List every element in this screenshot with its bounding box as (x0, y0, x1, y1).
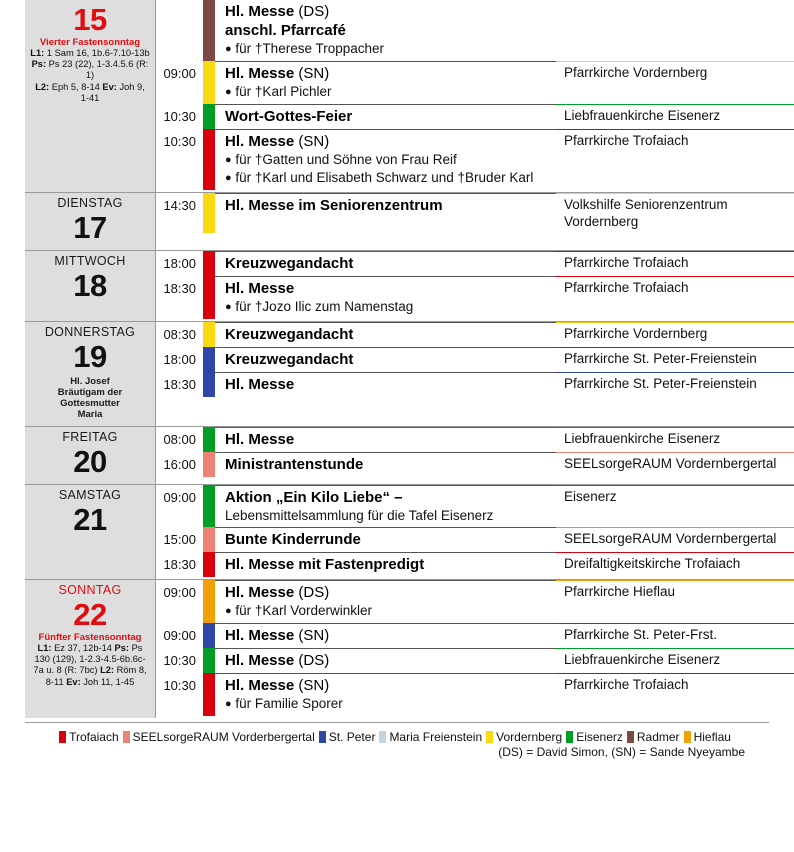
day-block (0, 250, 794, 321)
event-time: 18:30 (163, 281, 196, 296)
event-row[interactable] (156, 580, 794, 623)
event-body (215, 372, 794, 397)
scripture-readings: L1: Ez 37, 12b-14 Ps: Ps 130 (129), 1-2.3-4.5-6b.6c-7a u. 8 (R: 7bc) L2: Röm 8, 8-11 Ev: Joh 11, 1-45 (33, 643, 147, 687)
event-title-main: Hl. Messe (225, 65, 295, 82)
event-title (225, 107, 550, 126)
event-time: 09:00 (163, 66, 196, 81)
event-row[interactable] (156, 648, 794, 673)
event-row[interactable] (156, 251, 794, 276)
legend-item (627, 729, 680, 745)
event-row[interactable] (156, 427, 794, 452)
day-number: 15 (73, 2, 107, 37)
event-celebrant-code: (SN) (298, 65, 330, 82)
event-row[interactable] (156, 527, 794, 552)
event-title-main: Wort-Gottes-Feier (225, 108, 353, 125)
bullet-icon: ● (225, 154, 232, 166)
weekday-label: SONNTAG (58, 583, 122, 597)
event-title-main: Hl. Messe (225, 376, 295, 393)
event-text (215, 61, 556, 104)
event-body (215, 347, 794, 372)
event-title (225, 350, 550, 369)
event-title (225, 254, 550, 273)
event-body (215, 104, 794, 129)
event-location: Pfarrkirche St. Peter-Freienstein (556, 372, 794, 397)
event-body (215, 276, 794, 319)
event-time: 14:30 (163, 198, 196, 213)
event-body (215, 452, 794, 477)
feast-label: Fünfter Fastensonntag (38, 632, 142, 643)
event-location: Pfarrkirche St. Peter-Frst. (556, 623, 794, 648)
event-title-main: Ministrantenstunde (225, 456, 364, 473)
day-events (155, 192, 794, 250)
weekday-label: DIENSTAG (57, 196, 123, 210)
parish-color-bar (203, 673, 215, 716)
parish-color-bar (203, 0, 215, 61)
parish-color-bar (203, 527, 215, 552)
event-title (225, 196, 550, 215)
event-location: Volkshilfe Seniorenzentrum Vordernberg (556, 193, 794, 233)
parish-color-bar (203, 276, 215, 319)
parish-color-bar (203, 347, 215, 372)
legend-item (684, 729, 731, 745)
event-title-main: Hl. Messe (225, 677, 295, 694)
event-body (215, 322, 794, 347)
event-title (225, 583, 550, 602)
event-title (225, 488, 550, 507)
event-title (225, 530, 550, 549)
day-events (155, 426, 794, 484)
event-location: Pfarrkirche Trofaiach (556, 673, 794, 716)
day-header-17 (25, 192, 155, 250)
event-body (215, 623, 794, 648)
event-text (215, 372, 556, 397)
event-celebrant-code: (SN) (298, 133, 330, 150)
event-title-main: Hl. Messe (225, 652, 295, 669)
event-text (215, 276, 556, 319)
event-title-main: Hl. Messe (225, 584, 295, 601)
event-text (215, 347, 556, 372)
legend-swatch (684, 731, 691, 743)
legend-swatch (486, 731, 493, 743)
parish-color-bar (203, 129, 215, 190)
parish-color-bar (203, 372, 215, 397)
day-number: 19 (73, 339, 107, 374)
event-title-secondary: anschl. Pfarrcafé (225, 22, 346, 39)
event-row[interactable] (156, 276, 794, 319)
event-title-main: Hl. Messe (225, 431, 295, 448)
bullet-icon: ● (225, 86, 232, 98)
event-time: 10:30 (163, 109, 196, 124)
day-header-20 (25, 426, 155, 484)
event-title (225, 2, 550, 21)
event-subtitle: Lebensmittelsammlung für die Tafel Eisenerz (225, 508, 494, 523)
day-header-18 (25, 250, 155, 321)
event-title-main: Hl. Messe im Seniorenzentrum (225, 197, 443, 214)
parish-color-bar (203, 452, 215, 477)
day-events (155, 321, 794, 426)
event-time: 09:00 (163, 628, 196, 643)
event-time: 15:00 (163, 532, 196, 547)
event-time: 08:30 (163, 327, 196, 342)
day-header-15 (25, 0, 155, 192)
event-row[interactable] (156, 623, 794, 648)
event-time: 10:30 (163, 134, 196, 149)
legend-label: St. Peter (328, 730, 376, 744)
day-header-22 (25, 579, 155, 718)
event-row[interactable] (156, 372, 794, 397)
day-events (155, 484, 794, 579)
event-text (215, 648, 556, 673)
event-title (225, 279, 550, 298)
event-row[interactable] (156, 61, 794, 104)
parish-color-bar (203, 104, 215, 129)
weekday-label: FREITAG (62, 430, 118, 444)
day-events (155, 250, 794, 321)
legend-label: Trofaiach (69, 730, 119, 744)
event-row[interactable] (156, 193, 794, 233)
event-text (215, 427, 556, 452)
mass-intention (225, 695, 550, 713)
event-title (225, 555, 550, 574)
event-text (215, 104, 556, 129)
event-text (215, 452, 556, 477)
event-celebrant-code: (DS) (298, 584, 330, 601)
event-location: Pfarrkirche Trofaiach (556, 251, 794, 276)
parish-color-bar (203, 580, 215, 623)
event-row[interactable] (156, 0, 794, 61)
event-time: 08:00 (163, 432, 196, 447)
bullet-icon: ● (225, 301, 232, 313)
event-body (215, 61, 794, 104)
event-time: 18:30 (163, 377, 196, 392)
day-subtitle: Hl. Josef Bräutigam der Gottesmutter Maria (57, 376, 123, 420)
event-location: Liebfrauenkirche Eisenerz (556, 427, 794, 452)
mass-intention-text: für †Karl Vorderwinkler (235, 603, 372, 618)
event-body (215, 0, 794, 61)
bullet-icon: ● (225, 43, 232, 55)
event-location (556, 0, 794, 61)
event-title (225, 64, 550, 83)
event-location: Liebfrauenkirche Eisenerz (556, 104, 794, 129)
day-number: 17 (73, 210, 107, 245)
event-row[interactable] (156, 452, 794, 477)
event-time: 09:00 (163, 585, 196, 600)
event-location: SEELsorgeRAUM Vordernbergertal (556, 527, 794, 552)
event-title (225, 132, 550, 151)
event-title (225, 325, 550, 344)
legend (25, 722, 769, 760)
event-text (215, 673, 556, 716)
event-location: Pfarrkirche Trofaiach (556, 276, 794, 319)
feast-label: Vierter Fastensonntag (39, 37, 141, 48)
parish-color-bar (203, 193, 215, 233)
legend-label: Radmer (636, 730, 680, 744)
mass-intention-text: für †Karl Pichler (235, 84, 332, 99)
parish-color-bar (203, 485, 215, 527)
event-body (215, 648, 794, 673)
parish-color-bar (203, 648, 215, 673)
day-number: 18 (73, 268, 107, 303)
day-number: 22 (73, 597, 107, 632)
event-title (225, 455, 550, 474)
event-title (225, 651, 550, 670)
event-body (215, 552, 794, 577)
mass-intention-text: für †Jozo Ilic zum Namenstag (235, 299, 414, 314)
event-body (215, 527, 794, 552)
mass-intention (225, 83, 550, 101)
event-location: Liebfrauenkirche Eisenerz (556, 648, 794, 673)
weekday-label: SAMSTAG (58, 488, 122, 502)
legend-swatch (123, 731, 130, 743)
mass-intention (225, 151, 550, 169)
event-celebrant-code: (DS) (298, 3, 330, 20)
event-row[interactable] (156, 104, 794, 129)
mass-intention (225, 602, 550, 620)
mass-intention (225, 298, 550, 316)
legend-label: Maria Freienstein (389, 730, 483, 744)
mass-intention (225, 169, 550, 187)
mass-intention-text: für Familie Sporer (235, 696, 343, 711)
event-time: 18:30 (163, 557, 196, 572)
weekday-label: MITTWOCH (54, 254, 126, 268)
event-text (215, 251, 556, 276)
legend-label: Hieflau (693, 730, 731, 744)
event-time: 09:00 (163, 490, 196, 505)
event-location: Eisenerz (556, 485, 794, 527)
event-time: 10:30 (163, 678, 196, 693)
event-location: Pfarrkirche Vordernberg (556, 322, 794, 347)
event-title (225, 375, 550, 394)
parish-color-bar (203, 552, 215, 577)
event-title-main: Hl. Messe (225, 3, 295, 20)
event-text (215, 580, 556, 623)
event-title-main: Hl. Messe mit Fastenpredigt (225, 556, 425, 573)
event-body (215, 427, 794, 452)
day-number: 20 (73, 444, 107, 479)
legend-swatch (627, 731, 634, 743)
mass-intention-text: für †Therese Troppacher (235, 41, 385, 56)
parish-color-bar (203, 427, 215, 452)
event-text (215, 623, 556, 648)
event-time (156, 0, 203, 61)
legend-item (123, 729, 315, 745)
day-header-19 (25, 321, 155, 426)
scripture-readings: L1: 1 Sam 16, 1b.6-7.10-13b Ps: Ps 23 (22), 1-3.4.5.6 (R: 1) L2: Eph 5, 8-14 Ev: Joh 9, 1-41 (30, 48, 150, 103)
mass-intention-text: für †Karl und Elisabeth Schwarz und †Bruder Karl (235, 170, 534, 185)
legend-item (319, 729, 376, 745)
event-title-main: Hl. Messe (225, 627, 295, 644)
event-celebrant-code: (SN) (298, 627, 330, 644)
event-body (215, 129, 794, 190)
event-celebrant-code: (SN) (298, 677, 330, 694)
day-block (0, 321, 794, 426)
event-row[interactable] (156, 485, 794, 527)
parish-color-bar (203, 61, 215, 104)
event-location: Pfarrkirche St. Peter-Freienstein (556, 347, 794, 372)
event-time: 16:00 (163, 457, 196, 472)
mass-intention (225, 40, 550, 58)
weekday-label: DONNERSTAG (44, 325, 136, 339)
event-title-main: Hl. Messe (225, 133, 295, 150)
event-text (215, 552, 556, 577)
event-text (215, 322, 556, 347)
event-location: Dreifaltigkeitskirche Trofaiach (556, 552, 794, 577)
event-celebrant-code: (DS) (298, 652, 330, 669)
event-title (225, 626, 550, 645)
legend-swatch (566, 731, 573, 743)
event-text (215, 129, 556, 190)
bullet-icon: ● (225, 605, 232, 617)
parish-color-bar (203, 251, 215, 276)
parish-color-bar (203, 322, 215, 347)
legend-label: SEELsorgeRAUM Vorderbergertal (132, 730, 315, 744)
event-location: Pfarrkirche Trofaiach (556, 129, 794, 190)
day-block (0, 192, 794, 250)
event-text (215, 193, 556, 233)
event-text (215, 527, 556, 552)
event-text (215, 485, 556, 527)
day-block (0, 0, 794, 192)
event-location: Pfarrkirche Hieflau (556, 580, 794, 623)
event-title-main: Kreuzwegandacht (225, 351, 354, 368)
legend-swatch (379, 731, 386, 743)
event-location: SEELsorgeRAUM Vordernbergertal (556, 452, 794, 477)
event-title-main: Hl. Messe (225, 280, 295, 297)
legend-item (566, 729, 623, 745)
event-title-main: Kreuzwegandacht (225, 326, 354, 343)
event-title (225, 676, 550, 695)
day-block (0, 426, 794, 484)
day-block (0, 579, 794, 718)
event-text (215, 0, 556, 61)
event-row[interactable] (156, 129, 794, 190)
legend-item (486, 729, 562, 745)
legend-item (59, 729, 119, 745)
event-time: 18:00 (163, 352, 196, 367)
day-header-21 (25, 484, 155, 579)
bullet-icon: ● (225, 698, 232, 710)
event-title-main: Kreuzwegandacht (225, 255, 354, 272)
event-row[interactable] (156, 322, 794, 347)
legend-items (25, 729, 769, 745)
event-body (215, 193, 794, 233)
celebrant-key: (DS) = David Simon, (SN) = Sande Nyeyambe (498, 745, 745, 759)
event-body (215, 673, 794, 716)
event-body (215, 485, 794, 527)
parish-color-bar (203, 623, 215, 648)
legend-swatch (319, 731, 326, 743)
event-body (215, 251, 794, 276)
event-time: 10:30 (163, 653, 196, 668)
event-row[interactable] (156, 552, 794, 577)
event-location: Pfarrkirche Vordernberg (556, 61, 794, 104)
day-block (0, 484, 794, 579)
event-time: 18:00 (163, 256, 196, 271)
legend-item (379, 729, 482, 745)
event-title (225, 430, 550, 449)
event-title-main: Bunte Kinderrunde (225, 531, 361, 548)
event-title-main: Aktion „Ein Kilo Liebe“ – (225, 489, 403, 506)
legend-swatch (59, 731, 66, 743)
bullet-icon: ● (225, 172, 232, 184)
day-number: 21 (73, 502, 107, 537)
event-row[interactable] (156, 347, 794, 372)
legend-label: Vordernberg (496, 730, 563, 744)
event-body (215, 580, 794, 623)
mass-intention-text: für †Gatten und Söhne von Frau Reif (235, 152, 457, 167)
legend-label: Eisenerz (576, 730, 623, 744)
day-events (155, 0, 794, 192)
day-events (155, 579, 794, 718)
event-row[interactable] (156, 673, 794, 716)
